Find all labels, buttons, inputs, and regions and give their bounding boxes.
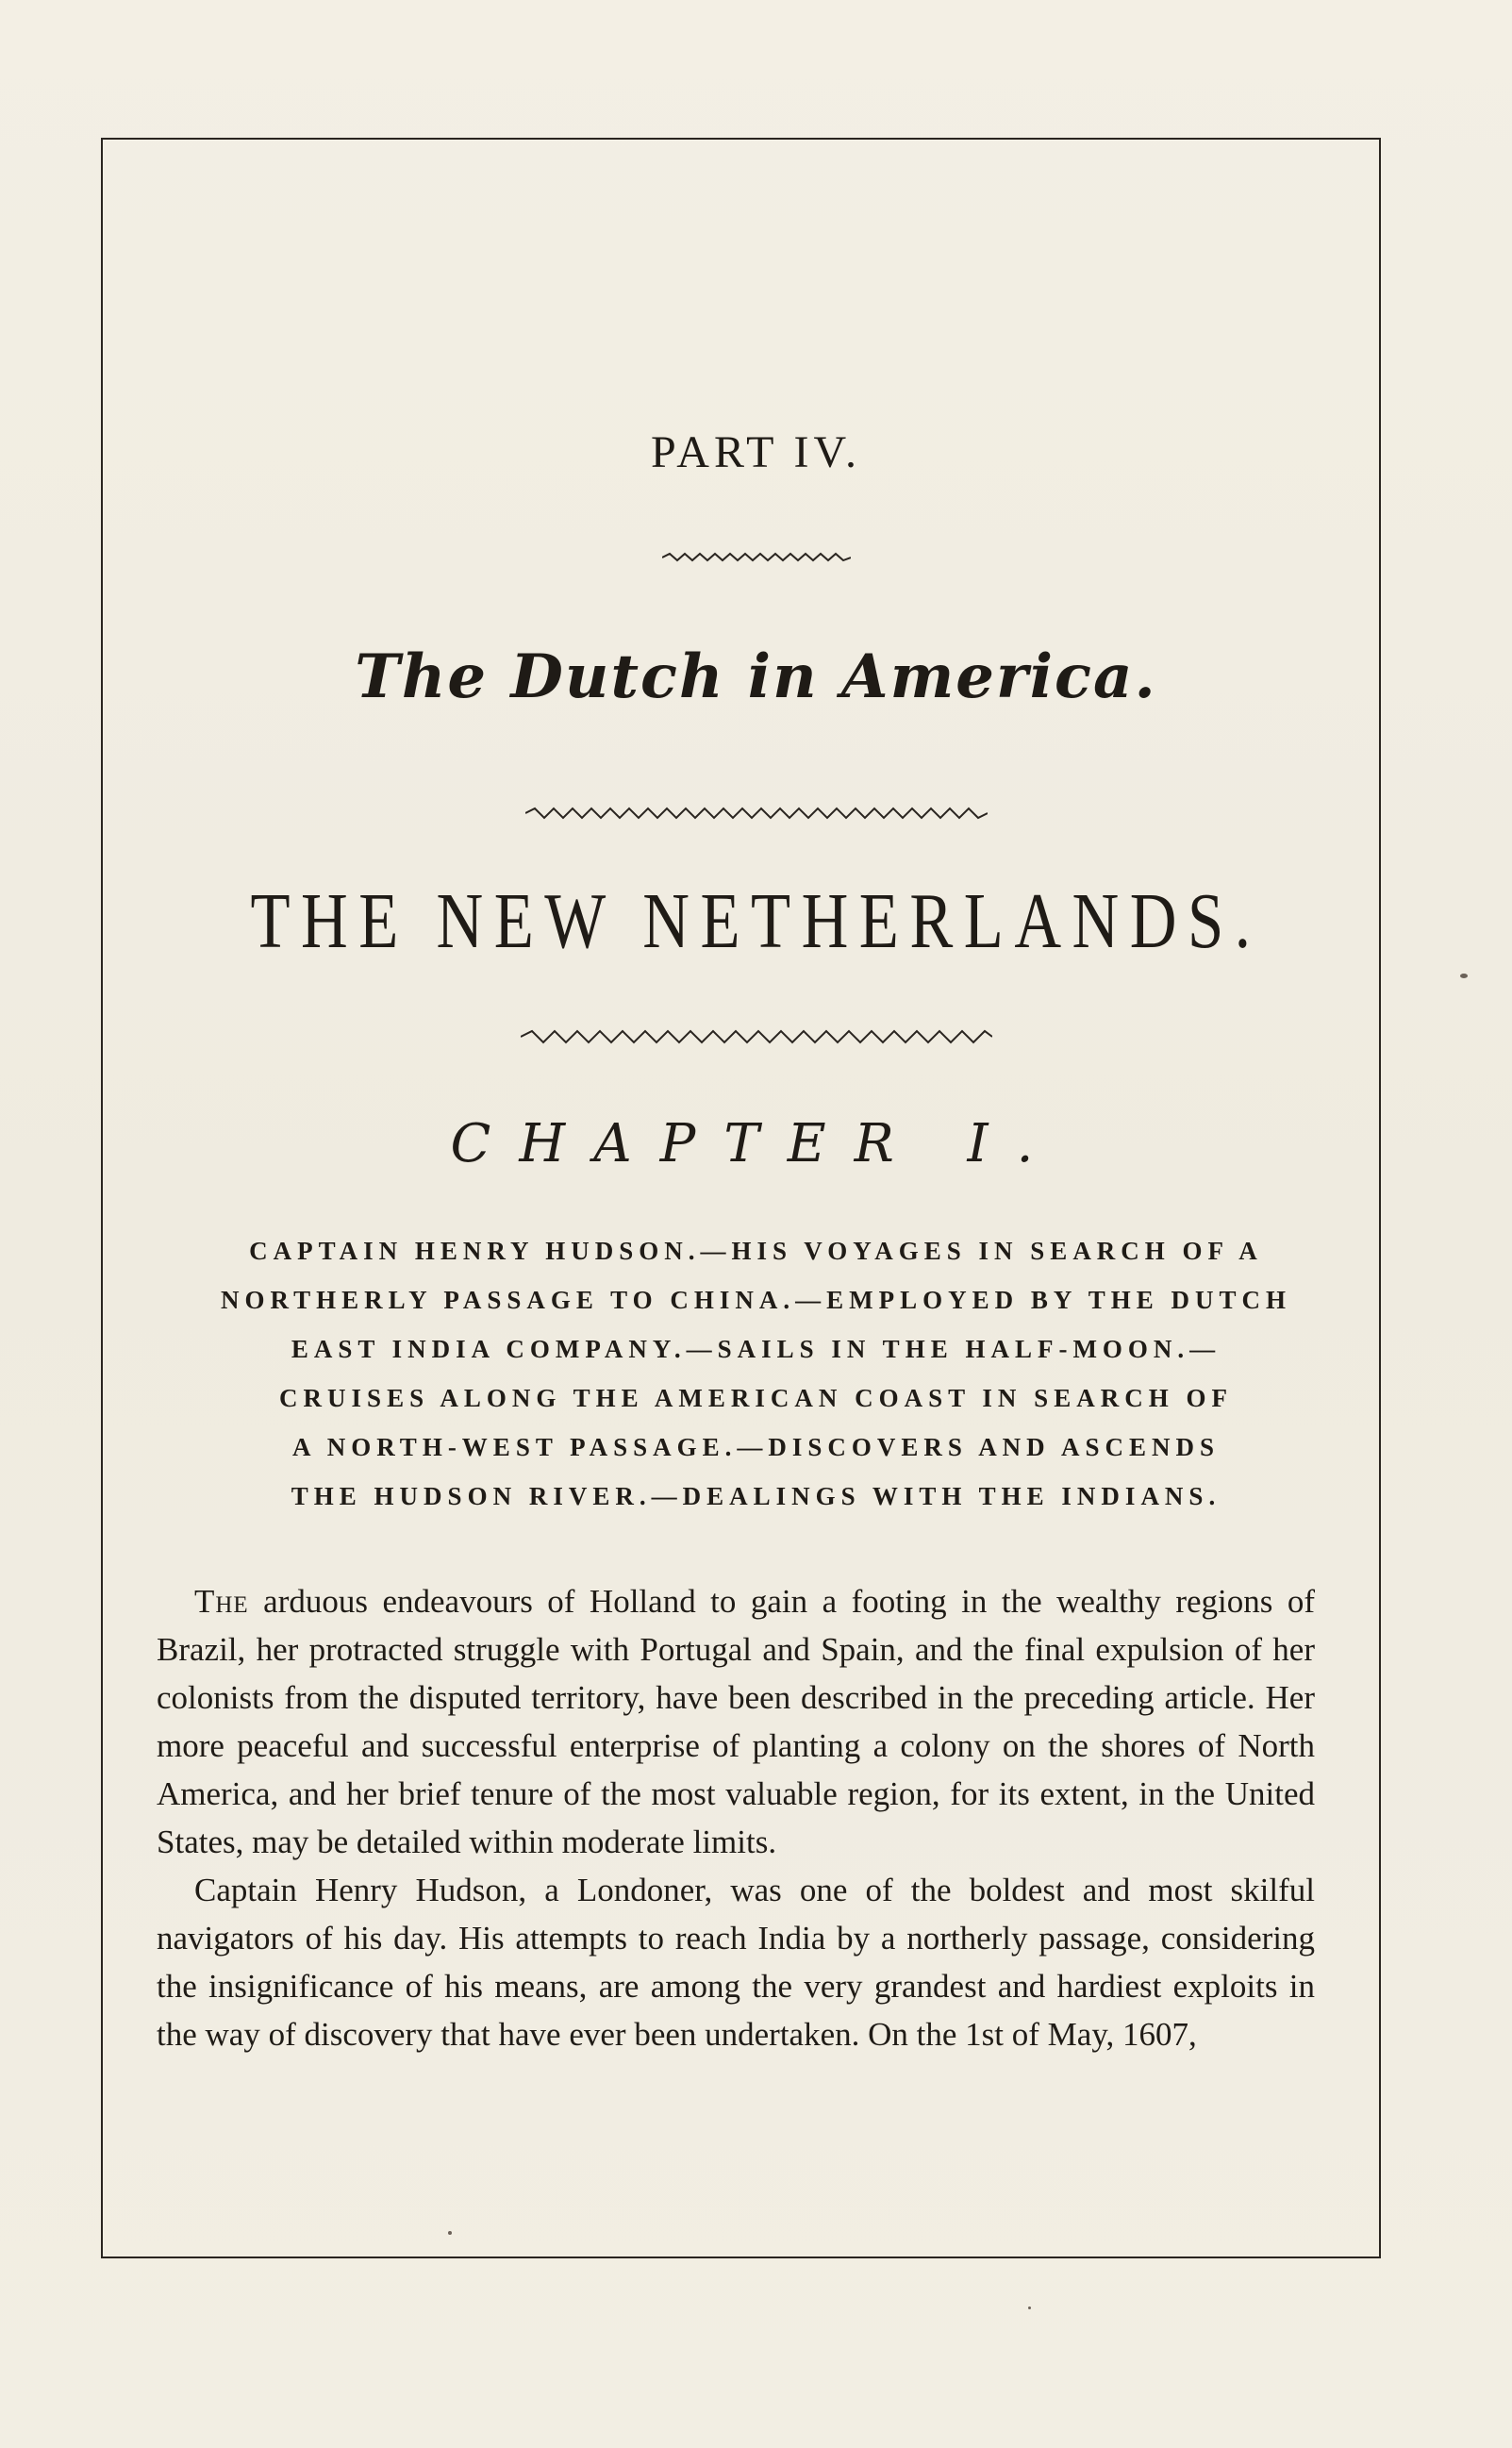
summary-line: NORTHERLY PASSAGE TO CHINA.—EMPLOYED BY THE DUTCH [221, 1286, 1291, 1314]
blackletter-subtitle: The Dutch in America. [355, 641, 1157, 712]
ink-speck [1460, 974, 1468, 978]
ink-speck [1028, 2306, 1031, 2309]
paragraph [157, 1577, 1315, 1866]
small-caps-lead: The [194, 1583, 249, 1620]
summary-line: CAPTAIN HENRY HUDSON.—HIS VOYAGES IN SEARCH OF A [249, 1237, 1263, 1265]
summary-line: A NORTH-WEST PASSAGE.—DISCOVERS AND ASCENDS [292, 1433, 1220, 1461]
flourish-divider [0, 551, 1512, 569]
summary-line: CRUISES ALONG THE AMERICAN COAST IN SEARCH OF [279, 1384, 1233, 1412]
ink-speck [448, 2231, 452, 2235]
paragraph-text: Captain Henry Hudson, a Londoner, was one of the boldest and most skilful navigators of his day. His attempts to reach India by a northerly passage, considering the insignificance of his means, are among the very grandest and hardiest exploits in the way of discovery that have ever been undertaken. On the 1st of May, 1607, [157, 1872, 1315, 2053]
body-text [157, 1577, 1315, 2058]
flourish-divider [0, 1028, 1512, 1050]
main-title: THE NEW NETHERLANDS. [250, 877, 1262, 965]
chapter-summary [141, 1226, 1371, 1521]
part-heading: PART IV. [651, 427, 861, 477]
chapter-heading: CHAPTER I. [450, 1113, 1062, 1174]
paragraph [157, 1866, 1315, 2058]
paragraph-text: arduous endeavours of Holland to gain a footing in the wealthy regions of Brazil, her protracted struggle with Portugal and Spain, and the final expulsion of her colonists from the disputed territory, have been described in the preceding article. Her more peaceful and successful enterprise of planting a colony on the shores of North America, and her brief tenure of the most valuable region, for its extent, in the United States, may be detailed within moderate limits. [157, 1583, 1315, 1860]
summary-line: EAST INDIA COMPANY.—SAILS IN THE HALF-MOON.— [291, 1335, 1221, 1363]
summary-line: THE HUDSON RIVER.—DEALINGS WITH THE INDIANS. [291, 1482, 1221, 1510]
flourish-divider [0, 806, 1512, 825]
